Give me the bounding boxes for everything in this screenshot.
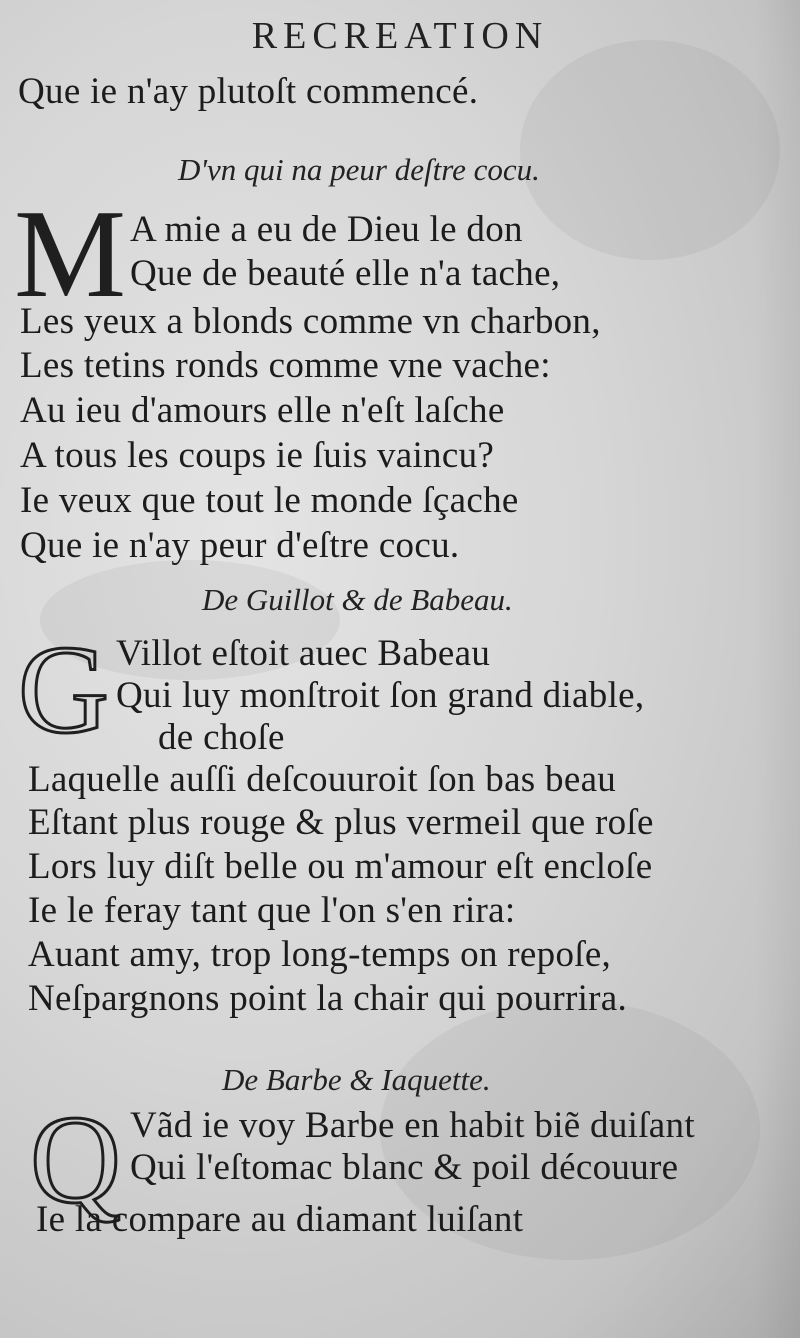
verse-line: A mie a eu de Dieu le don: [130, 209, 523, 250]
drop-capital: M: [14, 185, 127, 324]
verse-line: Ie veux que tout le monde ſçache: [20, 480, 519, 521]
poem-title: De Guillot & de Babeau.: [202, 582, 513, 617]
verse-line: Lors luy diſt belle ou m'amour eſt encloſe: [28, 846, 653, 887]
paper-stain: [520, 40, 780, 260]
verse-line: A tous les coups ie ſuis vaincu?: [20, 435, 495, 476]
page-gutter-shadow: [754, 0, 800, 1338]
verse-line: Au ieu d'amours elle n'eſt laſche: [20, 390, 505, 431]
poem-title: De Barbe & Iaquette.: [222, 1062, 491, 1097]
verse-line: Villot eſtoit auec Babeau: [116, 633, 491, 674]
drop-capital: Q: [30, 1091, 121, 1230]
verse-line: Qui l'eſtomac blanc & poil découure: [130, 1147, 679, 1188]
verse-line: Eſtant plus rouge & plus vermeil que roſe: [28, 802, 654, 843]
poem-title: D'vn qui na peur deſtre cocu.: [178, 152, 540, 187]
verse-line: Laquelle auſſi deſcouuroit ſon bas beau: [28, 759, 617, 800]
running-header: RECREATION: [251, 15, 549, 57]
verse-line: Vãd ie voy Barbe en habit biẽ duiſant: [130, 1105, 695, 1146]
verse-line: Les yeux a blonds comme vn charbon,: [20, 301, 601, 342]
verse-line: Auant amy, trop long-temps on repoſe,: [28, 934, 612, 975]
verse-line: Ie la compare au diamant luiſant: [36, 1199, 524, 1240]
verse-line: Ie le feray tant que l'on s'en rira:: [28, 890, 516, 931]
verse-line: de choſe: [158, 717, 285, 758]
verse-line: Neſpargnons point la chair qui pourrira.: [28, 978, 628, 1019]
carryover-line: Que ie n'ay plutoſt commencé.: [18, 71, 479, 112]
verse-line: Qui luy monſtroit ſon grand diable,: [116, 675, 645, 716]
drop-capital: G: [18, 621, 109, 760]
verse-line: Que de beauté elle n'a tache,: [130, 253, 561, 294]
verse-line: Que ie n'ay peur d'eſtre cocu.: [20, 525, 460, 566]
verse-line: Les tetins ronds comme vne vache:: [20, 345, 551, 386]
